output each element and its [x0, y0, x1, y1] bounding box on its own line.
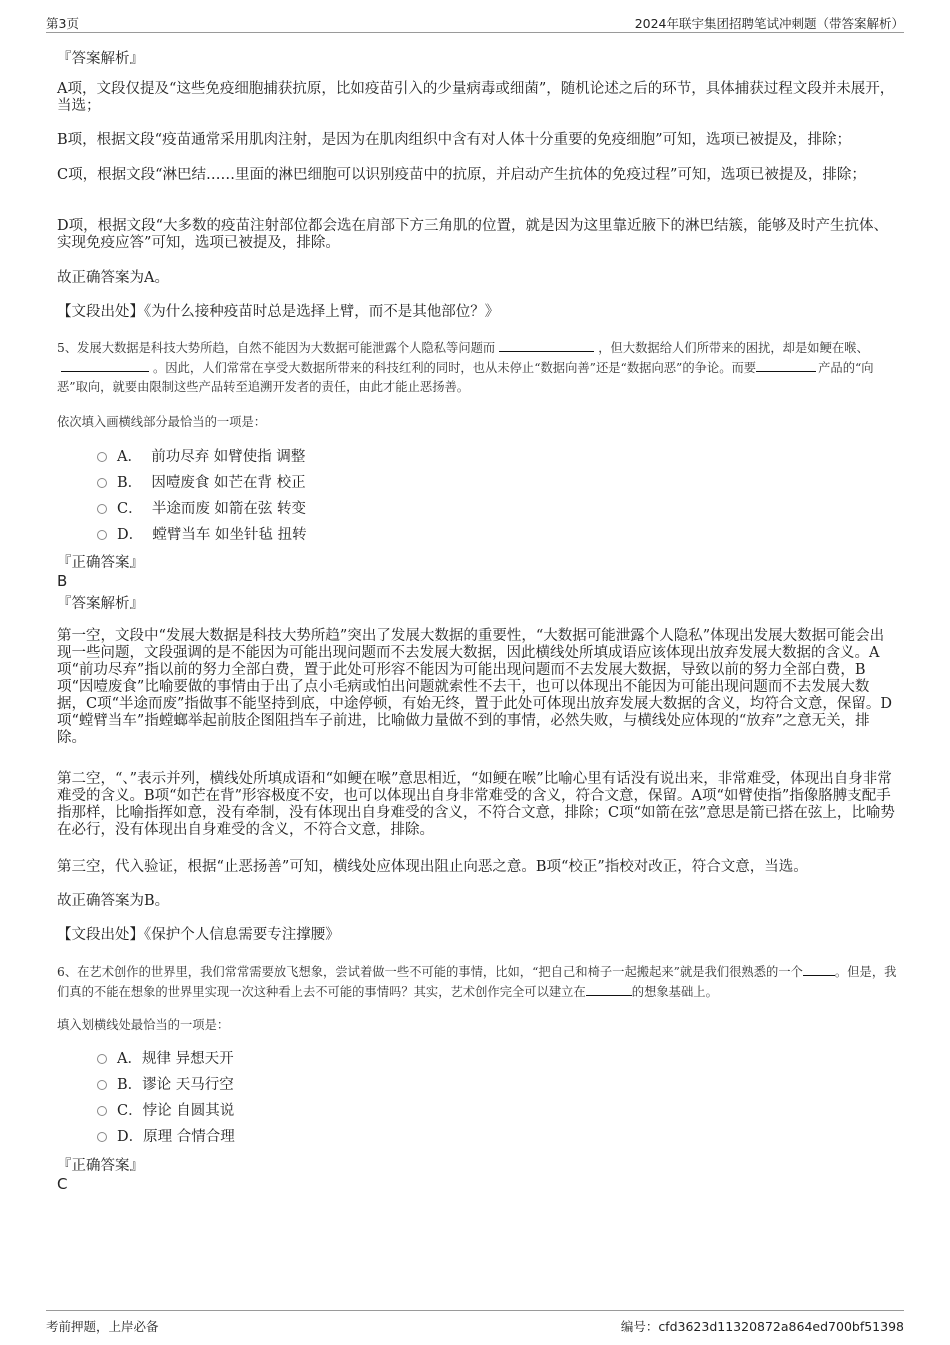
q6-correct-label: 『正确答案』 [57, 1158, 144, 1174]
blank-1 [499, 338, 594, 352]
q4-conclusion: 故正确答案为A。 [57, 270, 169, 286]
q6-option-b[interactable]: B．谬论 天马行空 [97, 1076, 234, 1094]
blank-3 [756, 358, 816, 372]
q5-option-a[interactable]: A． 前功尽弃 如臂使指 调整 [97, 448, 305, 466]
radio-icon[interactable] [97, 1080, 107, 1090]
radio-icon[interactable] [97, 478, 107, 488]
page-number: 第3页 [46, 16, 79, 31]
document-title: 2024年联宇集团招聘笔试冲刺题（带答案解析） [634, 16, 904, 31]
q5-analysis-3: 第三空，代入验证，根据“止恶扬善”可知，横线处应体现出阻止向恶之意。B项“校正”指校对改正，符合文意，当选。 [57, 859, 808, 875]
q5-conclusion: 故正确答案为B。 [57, 893, 170, 909]
q5-option-c[interactable]: C． 半途而废 如箭在弦 转变 [97, 500, 306, 518]
q5-instruction: 依次填入画横线部分最恰当的一项是： [57, 415, 267, 429]
q4-analysis-label: 『答案解析』 [57, 51, 144, 67]
q5-analysis-label: 『答案解析』 [57, 596, 144, 612]
q5-source: 【文段出处】《保护个人信息需要专注撑腰》 [57, 927, 340, 943]
radio-icon[interactable] [97, 1106, 107, 1116]
q6-option-a[interactable]: A．规律 异想天开 [97, 1050, 234, 1068]
q6-instruction: 填入划横线处最恰当的一项是： [57, 1018, 230, 1032]
q5-stem: 5、发展大数据是科技大势所趋，自然不能因为大数据可能泄露个人隐私等问题而 ，但大数据给人们所带来的困扰，却是如鲠在喉、。因此，人们常常在享受大数据所带来的科技红利的同时，也从未停止“数据向善”还是“数据向恶”的争论。而要 产品的“向恶”取向，就要由限制这些产品转至追溯开发者的责任，由此才能止恶扬善。 [57, 338, 897, 397]
blank-2 [586, 982, 632, 996]
document-id: 编号：cfd3623d11320872a864ed700bf51398 [620, 1319, 904, 1334]
page-footer [46, 1310, 904, 1337]
blank-1 [803, 962, 835, 976]
q5-analysis-2: 第二空，“、”表示并列，横线处所填成语和“如鲠在喉”意思相近，“如鲠在喉”比喻心里有话没有说出来，非常难受，体现出自身非常难受的含义。B项“如芒在背”形容极度不安，也可以体现出自身非常难受的含义，符合文意，保留。A项“如臂使指”指像胳膊支配手指那样，比喻指挥如意，没有牵制，没有体现出自身难受的含义，不符合文意，排除；C项“如箭在弦”意思是箭已搭在弦上，比喻势在必行，没有体现出自身难受的含义，不符合文意，排除。 [57, 771, 895, 838]
q5-analysis-1: 第一空，文段中“发展大数据是科技大势所趋”突出了发展大数据的重要性，“大数据可能泄露个人隐私”体现出发展大数据可能会出现一些问题，文段强调的是不能因为可能出现问题而不去发展大数据，因此横线处所填成语应该体现出放弃发展大数据的含义。A项“前功尽弃”指以前的努力全部白费，置于此处可形容不能因为可能出现问题而不去发展大数据，导致以前的努力全部白费，B项“因噎废食”比喻要做的事情由于出了点小毛病或怕出问题就索性不去干，也可以体现出不能因为可能出现问题而不去发展大数据，C项“半途而废”指做事不能坚持到底，中途停顿，有始无终，置于此处可体现出放弃发展大数据的含义，均符合文意，保留。D项“螳臂当车”指螳螂举起前肢企图阻挡车子前进，比喻做力量做不到的事情，必然失败，与横线处应体现的“放弃”之意无关，排除。 [57, 628, 893, 746]
q5-option-b[interactable]: B． 因噎废食 如芒在背 校正 [97, 474, 306, 492]
q6-option-c[interactable]: C．悖论 自圆其说 [97, 1102, 234, 1120]
q5-correct-label: 『正确答案』 [57, 555, 144, 571]
q4-analysis-b: B项，根据文段“疫苗通常采用肌肉注射，是因为在肌肉组织中含有对人体十分重要的免疫细胞”可知，选项已被提及，排除； [57, 132, 851, 148]
q6-stem: 6、在艺术创作的世界里，我们常常需要放飞想象，尝试着做一些不可能的事情，比如，“把自己和椅子一起搬起来”就是我们很熟悉的一个 。但是，我们真的不能在想象的世界里实现一次这种看上去不可能的事情吗？其实，艺术创作完全可以建立在 的想象基础上。 [57, 962, 897, 1002]
radio-icon[interactable] [97, 530, 107, 540]
radio-icon[interactable] [97, 504, 107, 514]
q5-answer: B [57, 572, 68, 590]
q6-answer: C [57, 1175, 68, 1193]
q5-option-d[interactable]: D． 螳臂当车 如坐针毡 扭转 [97, 526, 307, 544]
radio-icon[interactable] [97, 1054, 107, 1064]
footer-slogan: 考前押题，上岸必备 [46, 1319, 159, 1334]
q6-option-d[interactable]: D．原理 合情合理 [97, 1128, 235, 1146]
page-header [46, 12, 904, 33]
q4-analysis-d: D项，根据文段“大多数的疫苗注射部位都会选在肩部下方三角肌的位置，就是因为这里靠近腋下的淋巴结簇，能够及时产生抗体、实现免疫应答”可知，选项已被提及，排除。 [57, 218, 889, 251]
q4-analysis-c: C项，根据文段“淋巴结……里面的淋巴细胞可以识别疫苗中的抗原，并启动产生抗体的免疫过程”可知，选项已被提及，排除； [57, 167, 866, 183]
blank-2 [61, 358, 149, 372]
radio-icon[interactable] [97, 1132, 107, 1142]
q4-source: 【文段出处】《为什么接种疫苗时总是选择上臂，而不是其他部位？》 [57, 304, 500, 320]
q4-analysis-a: A项，文段仅提及“这些免疫细胞捕获抗原，比如疫苗引入的少量病毒或细菌”，随机论述之后的环节，具体捕获过程文段并未展开，当选； [57, 81, 895, 114]
radio-icon[interactable] [97, 452, 107, 462]
